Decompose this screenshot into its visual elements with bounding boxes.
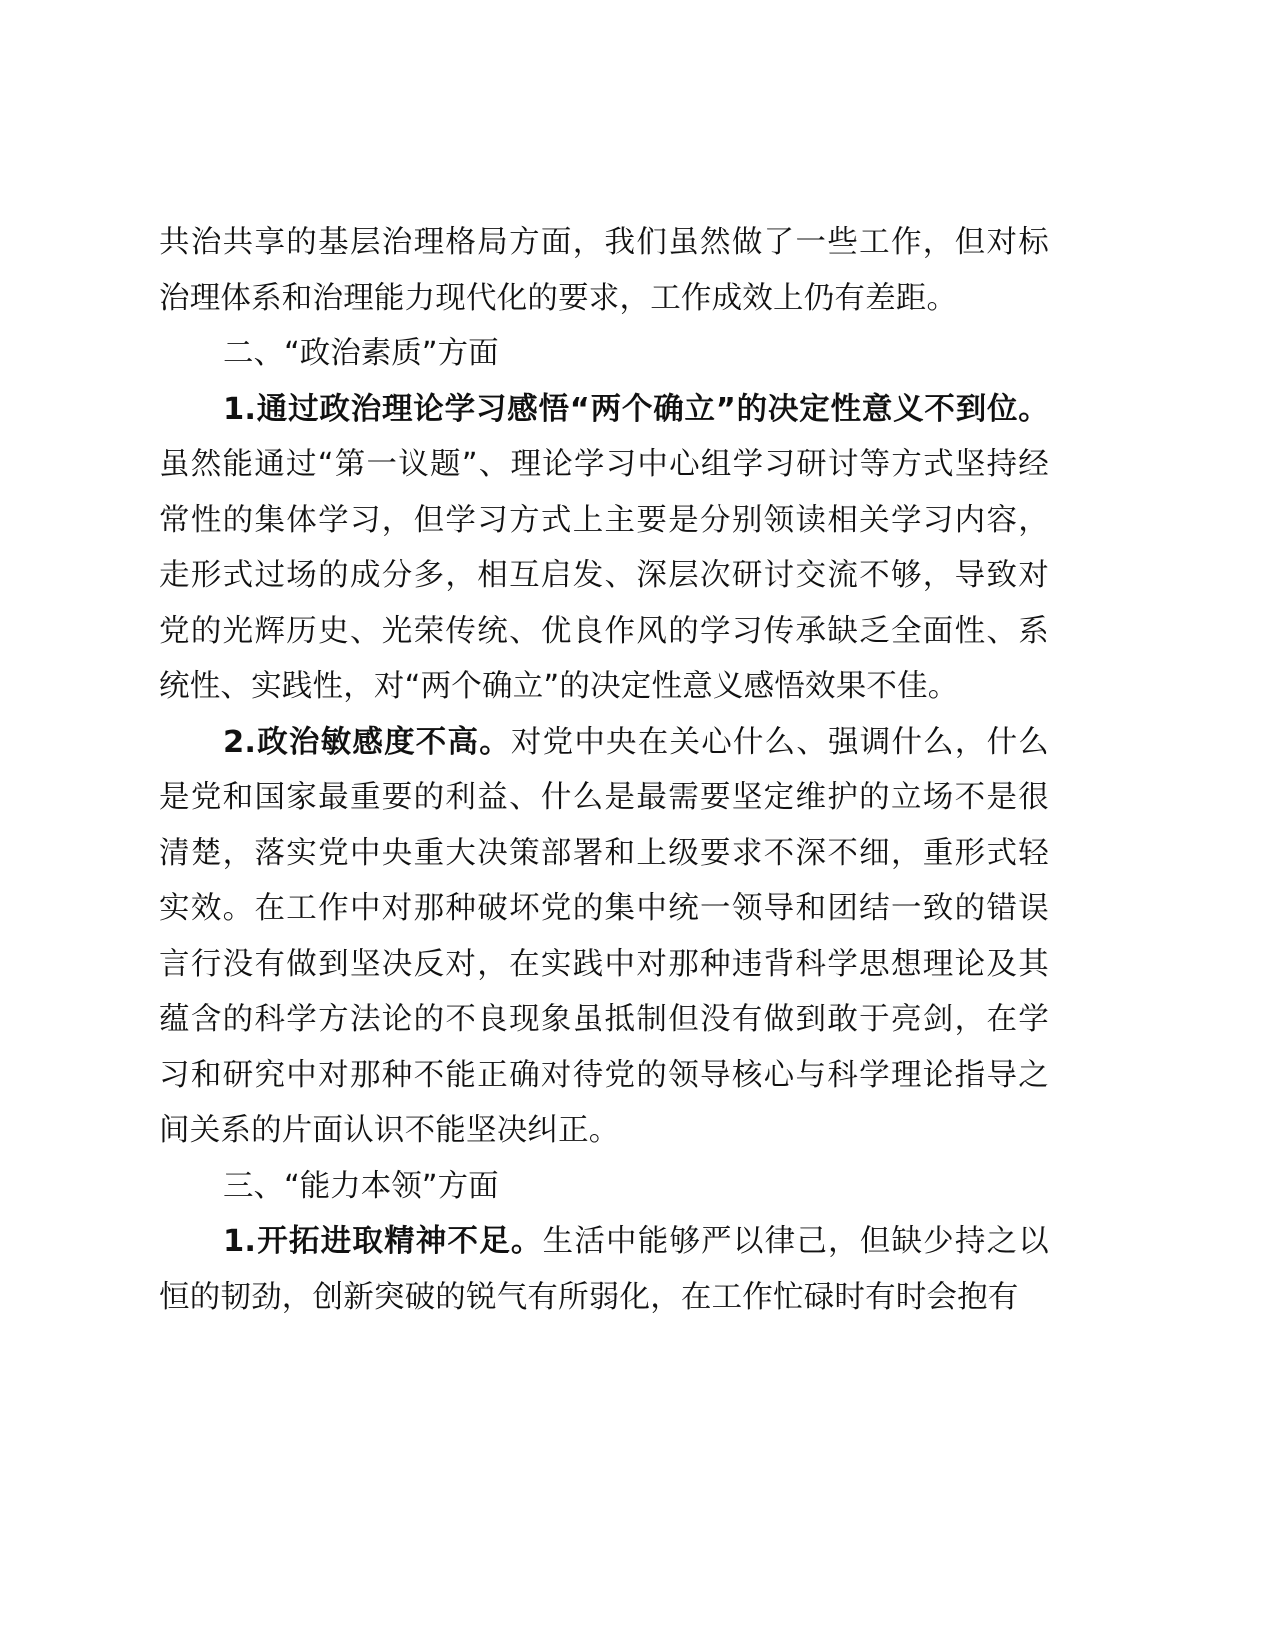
item-title: 1.通过政治理论学习感悟“两个确立”的决定性意义不到位。 bbox=[223, 391, 1049, 427]
paragraph-item-3-1 bbox=[159, 1214, 1049, 1325]
item-title: 2.政治敏感度不高。 bbox=[223, 724, 511, 760]
paragraph-continuation: 共治共享的基层治理格局方面，我们虽然做了一些工作，但对标治理体系和治理能力现代化的要求，工作成效上仍有差距。 bbox=[159, 225, 1049, 316]
item-body: 虽然能通过“第一议题”、理论学习中心组学习研讨等方式坚持经常性的集体学习，但学习方式上主要是分别领读相关学习内容，走形式过场的成分多，相互启发、深层次研讨交流不够，导致对党的光辉历史、光荣传统、优良作风的学习传承缺乏全面性、系统性、实践性，对“两个确立”的决定性意义感悟效果不佳。 bbox=[159, 447, 1049, 704]
section-heading-political-quality: 二、“政治素质”方面 bbox=[223, 336, 499, 371]
paragraph-item-2-2 bbox=[159, 715, 1049, 1159]
item-title: 1.开拓进取精神不足。 bbox=[223, 1224, 543, 1259]
paragraph-item-2-1 bbox=[159, 382, 1049, 715]
document-page bbox=[159, 215, 1049, 1325]
section-heading-ability: 三、“能力本领”方面 bbox=[223, 1168, 499, 1204]
item-body: 生活中能够严以律己，但缺少持之以恒的韧劲，创新突破的锐气有所弱化，在工作忙碌时有时会抱有 bbox=[159, 1224, 1049, 1315]
item-body: 对党中央在关心什么、强调什么，什么是党和国家最重要的利益、什么是最需要坚定维护的立场不是很清楚，落实党中央重大决策部署和上级要求不深不细，重形式轻实效。在工作中对那种破坏党的集中统一领导和团结一致的错误言行没有做到坚决反对，在实践中对那种违背科学思想理论及其蕴含的科学方法论的不良现象虽抵制但没有做到敢于亮剑，在学习和研究中对那种不能正确对待党的领导核心与科学理论指导之间关系的片面认识不能坚决纠正。 bbox=[159, 724, 1050, 1148]
